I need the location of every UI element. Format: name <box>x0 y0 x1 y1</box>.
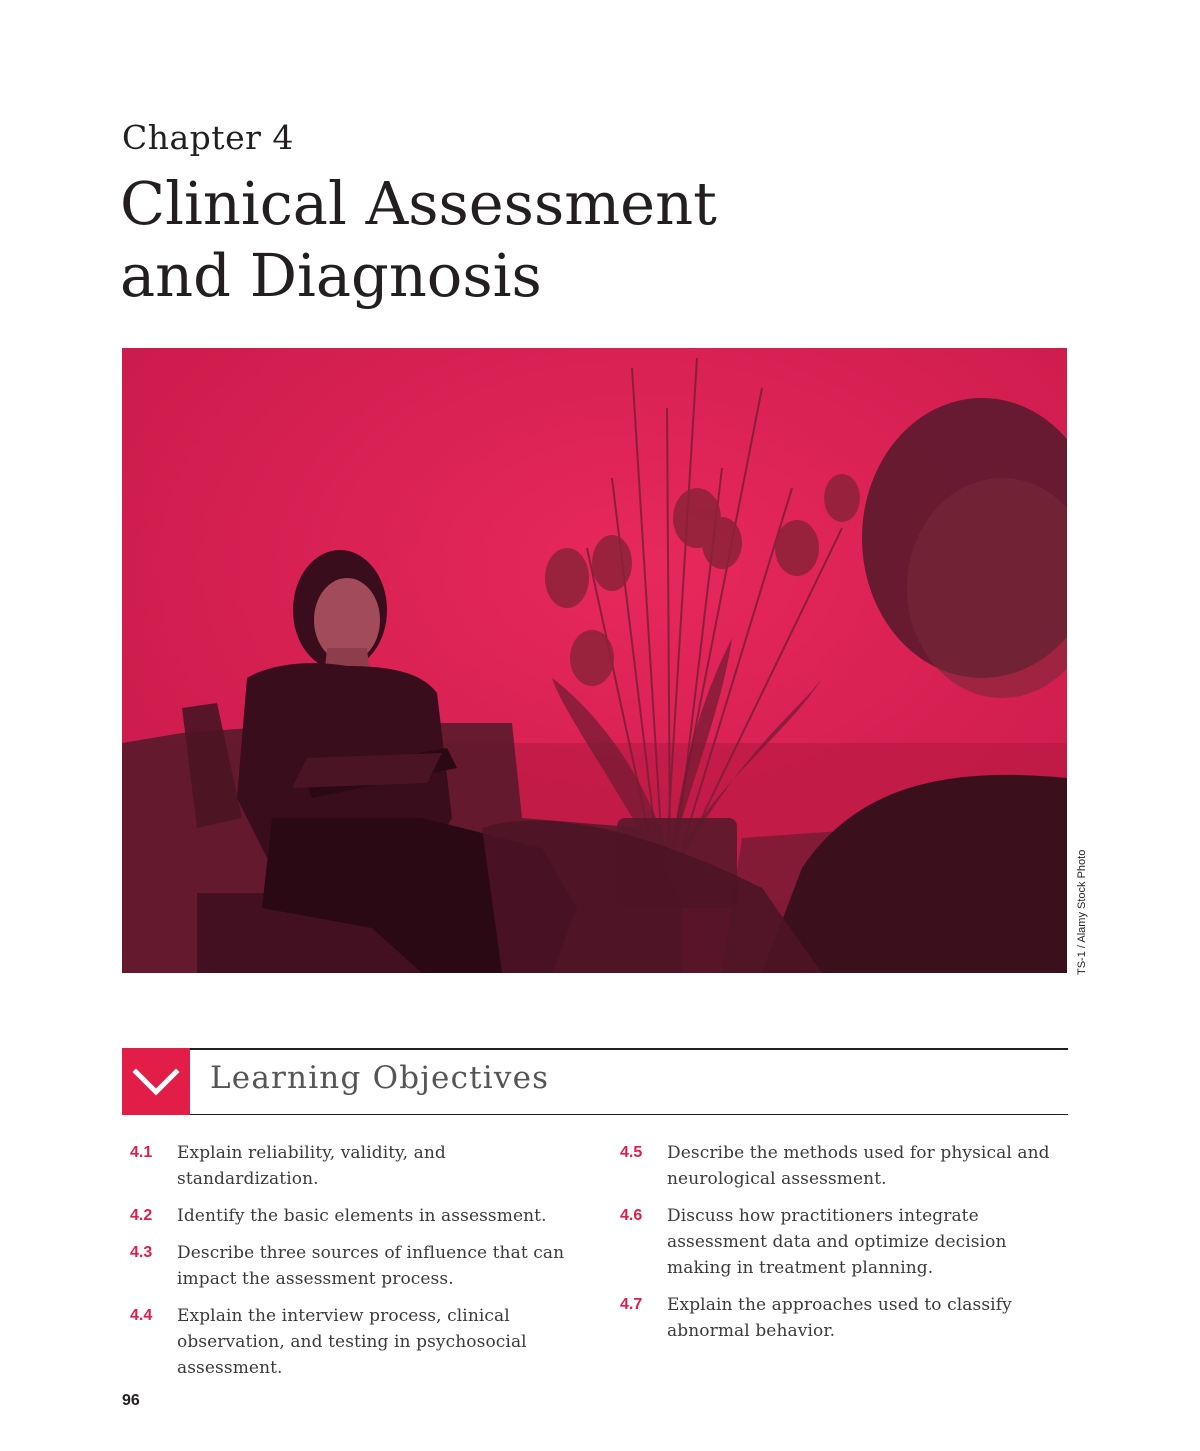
objectives-badge <box>122 1048 190 1115</box>
objective-number: 4.7 <box>620 1296 643 1313</box>
objective-item <box>612 1292 1062 1344</box>
objective-text: Discuss how practitioners integrate assessment data and optimize decision making in treatment planning. <box>667 1206 1007 1278</box>
objective-number: 4.5 <box>620 1144 643 1161</box>
objective-item <box>612 1140 1062 1192</box>
chevron-down-icon <box>122 1048 190 1115</box>
objective-item <box>122 1140 572 1192</box>
objective-text: Identify the basic elements in assessment. <box>177 1206 547 1226</box>
objective-item <box>122 1240 572 1292</box>
objective-number: 4.3 <box>130 1244 153 1261</box>
objective-number: 4.2 <box>130 1207 153 1224</box>
therapy-session-illustration <box>122 348 1067 973</box>
chapter-title-line-2: and Diagnosis <box>120 241 542 310</box>
objective-number: 4.4 <box>130 1307 153 1324</box>
objectives-column-right <box>612 1140 1062 1355</box>
page-number: 96 <box>122 1392 140 1409</box>
objective-text: Describe the methods used for physical and neurological assessment. <box>667 1143 1050 1189</box>
chapter-opener-photo <box>122 348 1067 973</box>
chapter-title-line-1: Clinical Assessment <box>120 169 717 238</box>
objective-item <box>612 1203 1062 1281</box>
objectives-column-left <box>122 1140 572 1392</box>
photo-credit: TS-1 / Alamy Stock Photo <box>1076 849 1088 975</box>
objective-item <box>122 1303 572 1381</box>
objective-number: 4.1 <box>130 1144 153 1161</box>
objectives-bottom-rule <box>190 1114 1068 1115</box>
objective-text: Explain reliability, validity, and standardization. <box>177 1143 446 1189</box>
chapter-label: Chapter 4 <box>122 118 294 157</box>
objective-text: Explain the interview process, clinical observation, and testing in psychosocial assessment. <box>177 1306 527 1378</box>
objective-text: Explain the approaches used to classify abnormal behavior. <box>667 1295 1012 1341</box>
objective-number: 4.6 <box>620 1207 643 1224</box>
objectives-heading: Learning Objectives <box>210 1060 550 1096</box>
objective-text: Describe three sources of influence that can impact the assessment process. <box>177 1243 565 1289</box>
objective-item <box>122 1203 572 1229</box>
chapter-title <box>120 168 1020 312</box>
objectives-top-rule <box>122 1048 1068 1050</box>
